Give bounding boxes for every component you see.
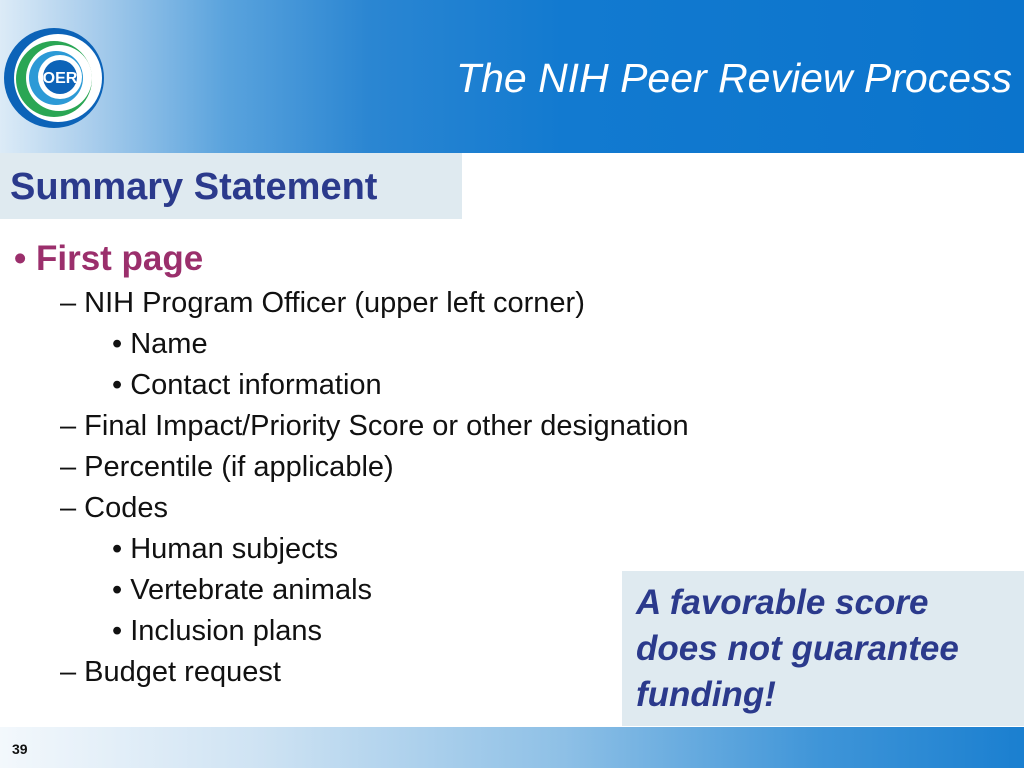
list-item-budget-request: – Budget request: [60, 656, 281, 688]
list-item-name: • Name: [112, 328, 208, 360]
list-item-human-subjects: • Human subjects: [112, 533, 339, 565]
list-item-vertebrate-animals: • Vertebrate animals: [112, 574, 373, 606]
list-item-program-officer: – NIH Program Officer (upper left corner): [60, 287, 585, 319]
list-item-percentile: – Percentile (if applicable): [60, 451, 394, 483]
callout-text: A favorable score does not guarantee funding!: [636, 583, 959, 714]
list-item-contact-information: • Contact information: [112, 369, 382, 401]
list-item-final-impact-score: – Final Impact/Priority Score or other designation: [60, 410, 689, 442]
oer-logo: [2, 22, 114, 134]
footer-bar: [0, 727, 1024, 768]
page-number: 39: [12, 741, 28, 757]
logo-text: OER: [42, 70, 78, 87]
bullet-first-page: • First page: [14, 239, 204, 278]
list-item-codes: – Codes: [60, 492, 169, 524]
section-heading: Summary Statement: [10, 166, 378, 208]
list-item-inclusion-plans: • Inclusion plans: [112, 615, 323, 647]
slide-title: The NIH Peer Review Process: [456, 55, 1012, 101]
